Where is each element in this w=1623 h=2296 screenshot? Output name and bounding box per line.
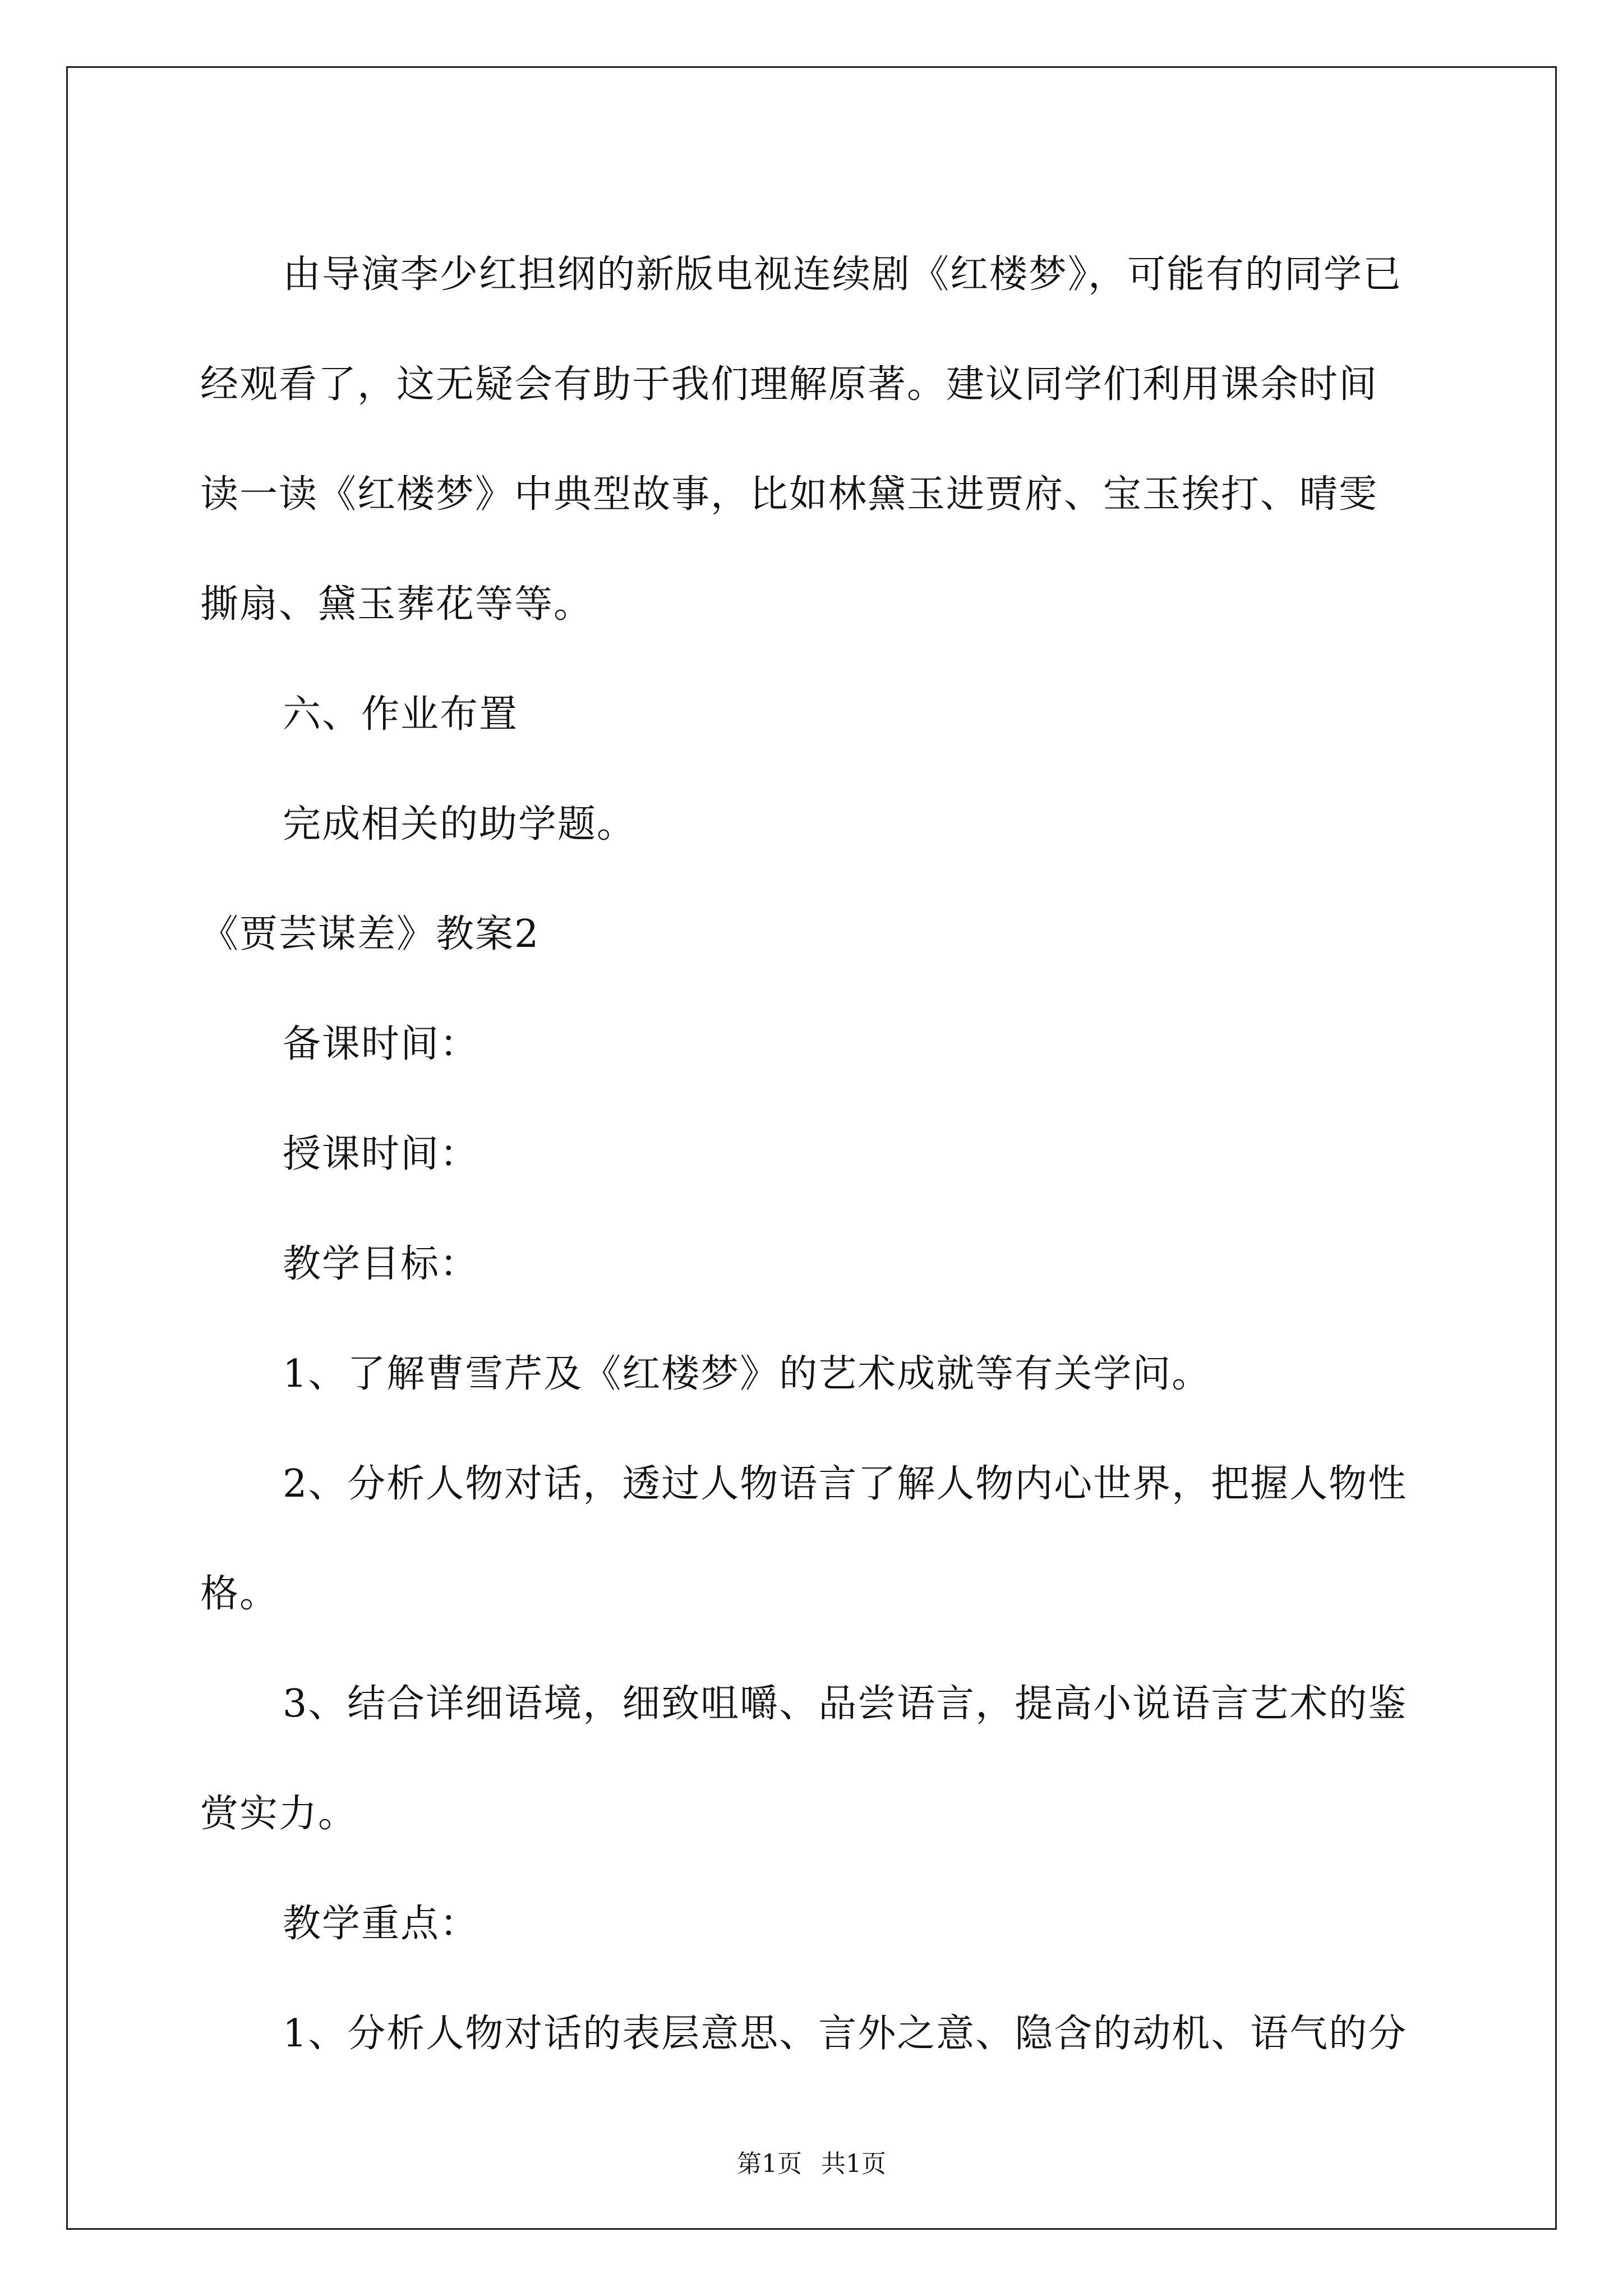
paragraph-line: 经观看了，这无疑会有助于我们理解原著。建议同学们利用课余时间 bbox=[200, 362, 1378, 407]
paragraph-line: 由导演李少红担纲的新版电视连续剧《红楼梦》，可能有的同学已 bbox=[283, 252, 1403, 297]
section-heading: 教学目标： bbox=[283, 1242, 479, 1286]
list-item: 2、分析人物对话，透过人物语言了解人物内心世界，把握人物性 bbox=[283, 1462, 1408, 1506]
section-heading: 教学重点： bbox=[283, 1902, 479, 1946]
document-title: 《贾芸谋差》教案2 bbox=[200, 912, 540, 956]
section-heading: 六、作业布置 bbox=[283, 692, 519, 737]
paragraph-line: 读一读《红楼梦》中典型故事，比如林黛玉进贾府、宝玉挨打、晴雯 bbox=[200, 472, 1378, 517]
document-body bbox=[200, 220, 1428, 2089]
paragraph-line: 完成相关的助学题。 bbox=[283, 802, 637, 846]
page-total: 共1页 bbox=[821, 2150, 886, 2178]
page-footer bbox=[0, 2147, 1623, 2181]
page-number: 第1页 bbox=[737, 2150, 802, 2178]
list-item-continuation: 赏实力。 bbox=[200, 1792, 358, 1836]
list-item: 1、了解曹雪芹及《红楼梦》的艺术成就等有关学问。 bbox=[283, 1352, 1211, 1396]
list-item: 3、结合详细语境，细致咀嚼、品尝语言，提高小说语言艺术的鉴 bbox=[283, 1682, 1408, 1726]
field-label: 备课时间： bbox=[283, 1022, 479, 1066]
list-item: 1、分析人物对话的表层意思、言外之意、隐含的动机、语气的分 bbox=[283, 2012, 1408, 2056]
list-item-continuation: 格。 bbox=[200, 1572, 279, 1616]
paragraph-line: 撕扇、黛玉葬花等等。 bbox=[200, 582, 593, 627]
field-label: 授课时间： bbox=[283, 1132, 479, 1176]
